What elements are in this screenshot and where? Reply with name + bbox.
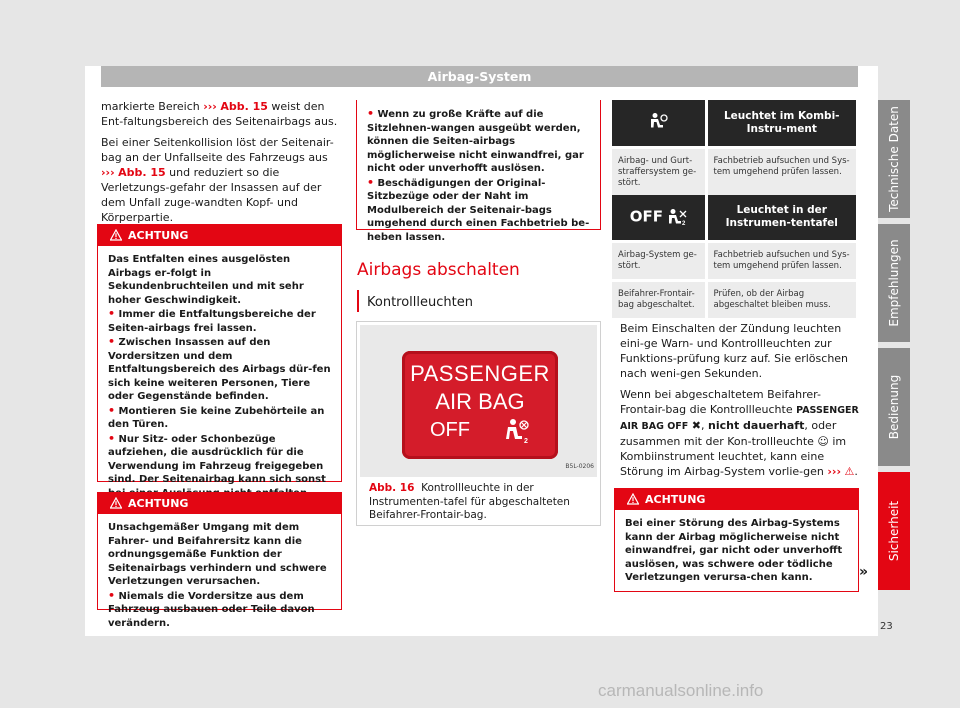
section-title: Airbags abschalten xyxy=(357,260,520,280)
tab-technische-daten[interactable]: Technische Daten xyxy=(878,100,910,218)
airbag-icon xyxy=(648,112,668,130)
tab-empfehlungen[interactable]: Empfehlungen xyxy=(878,224,910,342)
tab-sicherheit[interactable]: Sicherheit xyxy=(878,472,910,590)
arrow-ref: ››› xyxy=(827,465,841,478)
list-item: • Zwischen Insassen auf den Vordersitzen und dem Entfaltungsbereich des Airbags dür-fen sich keine weiteren Personen, Tiere oder Gegenstände befinden. xyxy=(108,335,331,402)
column-right-text xyxy=(620,321,860,485)
table-row: Beifahrer-Frontair-bag abgeschaltet. Prüfen, ob der Airbag abgeschaltet bleiben muss. xyxy=(612,280,858,319)
warning-box-1 xyxy=(97,224,342,485)
figure-code: B5L-0206 xyxy=(565,463,594,470)
arrow-ref: ››› xyxy=(203,100,217,113)
paragraph: Bei einer Seitenkollision löst der Seitenair-bag an der Unfallseite des Fahrzeugs aus ››› Abb. 15 und reduziert so die Verletzungs-gefahr der Insassen auf der dem Unfall zuge-wandten Kopf- und Körperpartie. xyxy=(101,136,334,224)
list-item: • Beschädigungen der Original-Sitzbezüge oder der Naht im Modulbereich der Seitenair-bags umgehend durch einen Fachbetrieb be-heben lassen. xyxy=(367,175,590,243)
paragraph: markierte Bereich ››› Abb. 15 weist den Ent-faltungsbereich des Seitenairbags aus. xyxy=(101,100,338,128)
continue-marker: » xyxy=(859,564,869,580)
inline-airbag-icon: ☺ xyxy=(817,435,829,448)
table-header: Leuchtet im Kombi-Instru-ment xyxy=(706,100,858,147)
page-header: Airbag-System xyxy=(101,66,858,87)
list-item: • Immer die Entfaltungsbereiche der Seiten-airbags frei lassen. xyxy=(108,307,316,334)
status-table-2 xyxy=(612,195,859,321)
svg-text:2: 2 xyxy=(524,438,528,445)
status-table-1 xyxy=(612,100,859,199)
table-icon-cell xyxy=(612,100,706,147)
watermark: carmanualsonline.info xyxy=(598,681,764,700)
list-item: • Montieren Sie keine Zubehörteile an den Türen. xyxy=(108,403,325,430)
warning-box-continued xyxy=(356,100,601,243)
column-left xyxy=(101,99,341,231)
table-row: Airbag-System ge-stört. Fachbetrieb aufsuchen und Sys-tem umgehend prüfen lassen. xyxy=(612,241,858,280)
figure-image xyxy=(360,325,597,477)
list-item: • Niemals die Vordersitze aus dem Fahrzeug ausbauen oder Teile davon verändern. xyxy=(108,588,315,629)
table-row: Airbag- und Gurt-straffersystem ge-stört. Fachbetrieb aufsuchen und Sys-tem umgehend prüfen lassen. xyxy=(612,147,858,197)
arrow-ref: ››› xyxy=(101,166,115,179)
warning-body: Bei einer Störung des Airbag-Systems kann der Airbag möglicherweise nicht einwandfrei, gar nicht oder unverhofft auslösen, was schwere oder tödliche Verletzungen verursa-chen kann. xyxy=(625,518,843,583)
warning-header: ACHTUNG xyxy=(98,225,341,246)
warning-triangle-icon xyxy=(627,493,639,505)
inline-airbag-icon: ✖ xyxy=(691,419,701,432)
warning-header: ACHTUNG xyxy=(615,489,858,510)
warning-body: Das Entfalten eines ausgelösten Airbags er-folgt in Sekundenbruchteilen und mit sehr hoher Geschwindigkeit. • Immer die Entfaltungsbereiche der Seiten-airbags frei lassen. • Zwischen Insassen auf den Vordersitzen und dem Entfaltungsbereich des Airbags dür-fen sich keine weiteren Personen, Tiere oder Gegenstände befinden. • Montieren Sie keine Zubehörteile an den Türen. • Nur Sitz- oder Schonbezüge aufziehen, die ausdrücklich für die Verwendung im Fahrzeug freigegeben sind. Der Seitenairbag kann sich sonst xyxy=(98,246,341,508)
figure-16 xyxy=(356,321,601,526)
table-header: Leuchtet in der Instrumen-tentafel xyxy=(706,195,858,241)
figure-link[interactable]: Abb. 15 xyxy=(118,166,166,179)
warning-body xyxy=(357,100,600,252)
inline-lamp-label: PASSENGER AIR BAG OFF xyxy=(620,405,859,432)
warning-triangle-icon xyxy=(110,497,122,509)
warning-box-2 xyxy=(97,492,342,629)
passenger-airbag-icon xyxy=(500,417,530,445)
passenger-airbag-off-lamp: PASSENGER AIR BAG OFF 2 xyxy=(402,351,558,459)
figure-link[interactable]: Abb. 15 xyxy=(220,100,268,113)
list-item: • Wenn zu große Kräfte auf die Sitzlehnen-wangen ausgeübt werden, können die Seiten-airbags möglicherweise nicht einwandfrei, gar nicht oder unverhofft auslösen. xyxy=(367,107,584,174)
warning-triangle-icon xyxy=(110,229,122,241)
paragraph: Wenn bei abgeschaltetem Beifahrer-Frontair-bag die Kontrollleuchte PASSENGER AIR BAG OFF ✖, nicht dauerhaft, oder zusammen mit der Kon-trollleuchte ☺ im Kombiinstrument leuchtet, kann eine Störung im Airbag-System vorlie-gen ››› ⚠. xyxy=(620,388,859,478)
warning-body: Unsachgemäßer Umgang mit dem Fahrer- und Beifahrersitz kann die ordnungsgemäße Funktion der Seitenairbags verhindern und schwere Verletzungen verursachen. • Niemals die Vordersitze aus dem Fahrzeug ausbauen oder Teile davon verändern. xyxy=(98,514,341,638)
warning-box-3 xyxy=(614,488,859,592)
subsection-title: Kontrollleuchten xyxy=(367,295,473,310)
svg-text:2: 2 xyxy=(681,221,686,227)
figure-caption: Abb. 16 Kontrollleuchte in der Instrumenten-tafel für abgeschalteten Beifahrer-Frontair-bag. xyxy=(369,482,570,521)
list-item: • Nur Sitz- oder Schonbezüge aufziehen, die ausdrücklich für die Verwendung im Fahrzeug freigegeben sind. Der Seitenairbag kann sich sonst xyxy=(108,431,326,485)
passenger-airbag-icon xyxy=(667,208,687,226)
warning-header: ACHTUNG xyxy=(98,493,341,514)
table-icon-cell: OFF 2 xyxy=(612,195,706,241)
page-number: 23 xyxy=(880,621,893,632)
warning-triangle-icon: ⚠ xyxy=(844,465,855,478)
paragraph: Beim Einschalten der Zündung leuchten eini-ge Warn- und Kontrollleuchten zur Funktions-prüfung kurz auf. Sie erlöschen nach weni-gen Sekunden. xyxy=(620,322,849,380)
section-rule xyxy=(357,290,359,312)
tab-bedienung[interactable]: Bedienung xyxy=(878,348,910,466)
